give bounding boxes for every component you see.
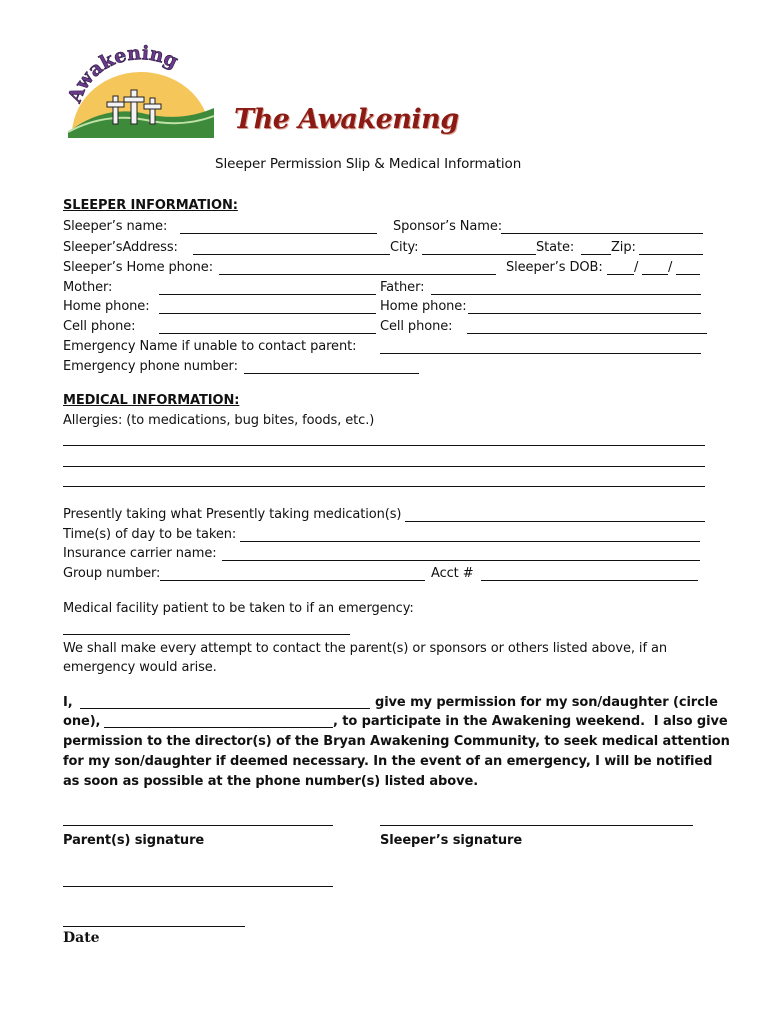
father-home-phone-field[interactable] xyxy=(468,313,701,314)
logo-text: Awakening xyxy=(63,42,182,106)
emergency-name-label: Emergency Name if unable to contact parent: xyxy=(63,339,357,354)
parent-signature-field[interactable] xyxy=(63,825,333,826)
allergies-field[interactable] xyxy=(63,466,705,467)
zip-field[interactable] xyxy=(639,254,703,255)
insurance-label: Insurance carrier name: xyxy=(63,546,217,561)
father-home-phone-label: Home phone: xyxy=(380,299,467,314)
child-name-field[interactable] xyxy=(104,727,333,728)
group-number-field[interactable] xyxy=(160,580,425,581)
allergies-field[interactable] xyxy=(63,486,705,487)
permission-one-label: one), xyxy=(63,714,101,729)
state-label: State: xyxy=(536,240,575,255)
group-number-label: Group number: xyxy=(63,566,161,581)
dob-label: Sleeper’s DOB: xyxy=(506,260,603,275)
facility-label: Medical facility patient to be taken to if an emergency: xyxy=(63,601,414,616)
father-label: Father: xyxy=(380,280,425,295)
notice-line: emergency would arise. xyxy=(63,660,217,675)
mother-field[interactable] xyxy=(159,294,376,295)
mother-home-phone-field[interactable] xyxy=(159,313,376,314)
emergency-phone-field[interactable] xyxy=(244,373,419,374)
city-label: City: xyxy=(390,240,419,255)
father-field[interactable] xyxy=(431,294,701,295)
permission-text: as soon as possible at the phone number(s) listed above. xyxy=(63,774,479,789)
medication-label: Presently taking what Presently taking medication(s) xyxy=(63,507,402,522)
home-phone-field[interactable] xyxy=(219,274,496,275)
time-field[interactable] xyxy=(240,541,700,542)
sleeper-name-field[interactable] xyxy=(180,233,377,234)
state-field[interactable] xyxy=(581,254,611,255)
father-cell-phone-field[interactable] xyxy=(467,333,707,334)
address-label: Sleeper’sAddress: xyxy=(63,240,178,255)
zip-label: Zip: xyxy=(611,240,636,255)
acct-label: Acct # xyxy=(431,566,474,581)
permission-text: give my permission for my son/daughter (circle xyxy=(375,695,718,710)
sleeper-signature-label: Sleeper’s signature xyxy=(380,833,523,848)
home-phone-label: Sleeper’s Home phone: xyxy=(63,260,213,275)
mother-label: Mother: xyxy=(63,280,113,295)
emergency-name-field[interactable] xyxy=(380,353,701,354)
mother-home-phone-label: Home phone: xyxy=(63,299,150,314)
medical-heading: MEDICAL INFORMATION: xyxy=(63,393,240,408)
parent-name-field[interactable] xyxy=(80,708,370,709)
permission-text: , to participate in the Awakening weekend. I also give xyxy=(333,714,728,729)
dob-day-field[interactable] xyxy=(642,274,668,275)
city-field[interactable] xyxy=(422,254,536,255)
additional-signature-field[interactable] xyxy=(63,886,333,887)
permission-i-label: I, xyxy=(63,695,73,710)
permission-text: for my son/daughter if deemed necessary. In the event of an emergency, I will be notified xyxy=(63,754,713,769)
emergency-phone-label: Emergency phone number: xyxy=(63,359,238,374)
sponsor-name-field[interactable] xyxy=(501,233,703,234)
date-label: Date xyxy=(63,930,100,946)
sponsor-name-label: Sponsor’s Name: xyxy=(393,219,503,234)
form-title: Sleeper Permission Slip & Medical Information xyxy=(215,156,522,172)
brand-title: The Awakening xyxy=(234,104,459,135)
dob-year-field[interactable] xyxy=(676,274,700,275)
time-label: Time(s) of day to be taken: xyxy=(63,527,237,542)
date-field[interactable] xyxy=(63,926,245,927)
dob-separator: / xyxy=(668,260,673,275)
sleeper-signature-field[interactable] xyxy=(380,825,693,826)
awakening-logo xyxy=(60,42,220,148)
facility-field[interactable] xyxy=(63,634,350,635)
medication-field[interactable] xyxy=(405,521,705,522)
sleeper-name-label: Sleeper’s name: xyxy=(63,219,168,234)
parent-signature-label: Parent(s) signature xyxy=(63,833,205,848)
acct-field[interactable] xyxy=(481,580,698,581)
dob-month-field[interactable] xyxy=(607,274,634,275)
mother-cell-phone-label: Cell phone: xyxy=(63,319,136,334)
sleeper-heading: SLEEPER INFORMATION: xyxy=(63,198,238,213)
mother-cell-phone-field[interactable] xyxy=(159,333,376,334)
father-cell-phone-label: Cell phone: xyxy=(380,319,453,334)
permission-text: permission to the director(s) of the Bryan Awakening Community, to seek medical attention xyxy=(63,734,730,749)
allergies-field[interactable] xyxy=(63,445,705,446)
dob-separator: / xyxy=(634,260,639,275)
address-field[interactable] xyxy=(193,254,390,255)
notice-line: We shall make every attempt to contact the parent(s) or sponsors or others listed above, if an xyxy=(63,641,667,656)
allergies-label: Allergies: (to medications, bug bites, foods, etc.) xyxy=(63,413,375,428)
insurance-field[interactable] xyxy=(222,560,700,561)
